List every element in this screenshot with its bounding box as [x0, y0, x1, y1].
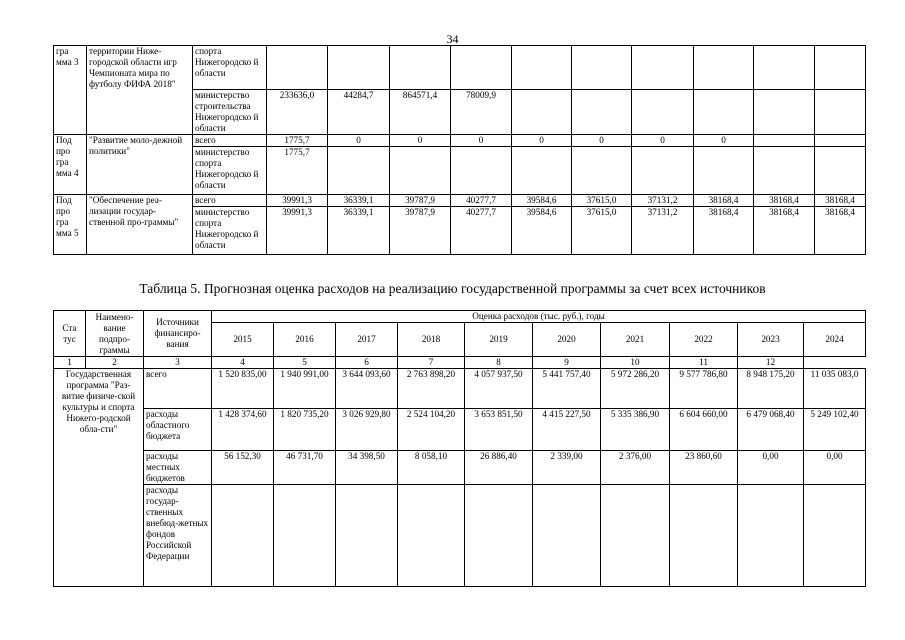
table-row	[54, 409, 866, 451]
column-number: 11	[670, 357, 738, 369]
value-cell: 9 577 786,80	[670, 369, 738, 409]
value-cell: 2 763 898,20	[398, 369, 465, 409]
table-row	[54, 195, 866, 207]
source-cell: расходы местных бюджетов	[144, 451, 212, 485]
table-row	[54, 485, 866, 587]
value-cell: 2 339,00	[533, 451, 601, 485]
value-cell: 2 376,00	[601, 451, 670, 485]
value-cell: 36339,1	[328, 207, 390, 255]
value-cell: 38168,4	[754, 195, 815, 207]
value-cell: 23 860,60	[670, 451, 738, 485]
column-number: 5	[274, 357, 336, 369]
value-cell: 5 335 386,90	[601, 409, 670, 451]
value-cell: 2 524 104,20	[398, 409, 465, 451]
value-cell	[632, 147, 694, 195]
value-cell	[804, 485, 866, 587]
header-source: Источники финансиро-вания	[144, 311, 212, 357]
value-cell	[694, 46, 754, 90]
value-cell	[512, 147, 572, 195]
source-cell: расходы областного бюджета	[144, 409, 212, 451]
value-cell: 39991,3	[267, 207, 328, 255]
value-cell: 3 026 929,80	[336, 409, 398, 451]
name-cell: территории Ниже-городской области игр Чемпионата мира по футболу ФИФА 2018"	[87, 46, 193, 135]
value-cell	[398, 485, 465, 587]
column-number: 9	[533, 357, 601, 369]
value-cell: 78009,9	[451, 90, 512, 135]
value-cell: 0	[694, 135, 754, 147]
value-cell: 37131,2	[632, 195, 694, 207]
value-cell: 37615,0	[572, 207, 632, 255]
table-row	[54, 46, 866, 90]
value-cell: 0	[512, 135, 572, 147]
value-cell	[754, 90, 815, 135]
value-cell	[512, 46, 572, 90]
value-cell: 5 972 286,20	[601, 369, 670, 409]
status-cell: Под про гра мма 4	[54, 135, 87, 195]
value-cell: 39584,6	[512, 195, 572, 207]
value-cell: 1 520 835,00	[212, 369, 274, 409]
source-cell: спорта Нижегородско й области	[193, 46, 267, 90]
column-number: 7	[398, 357, 465, 369]
header-status: Ста тус	[54, 311, 86, 357]
value-cell: 40277,7	[451, 207, 512, 255]
value-cell: 0	[328, 135, 390, 147]
value-cell: 6 604 660,00	[670, 409, 738, 451]
value-cell	[572, 46, 632, 90]
header-row	[54, 311, 866, 323]
value-cell	[328, 46, 390, 90]
value-cell	[694, 90, 754, 135]
value-cell	[390, 147, 451, 195]
year-header: 2015	[212, 323, 274, 357]
table-row	[54, 451, 866, 485]
value-cell	[451, 46, 512, 90]
program-name-cell: Государственная программа "Раз-витие физиче-ской культуры и спорта Нижего-родской обла-сти"	[54, 369, 144, 587]
value-cell: 37131,2	[632, 207, 694, 255]
year-header: 2020	[533, 323, 601, 357]
table-5	[53, 310, 866, 587]
value-cell: 56 152,30	[212, 451, 274, 485]
value-cell	[267, 46, 328, 90]
value-cell	[754, 147, 815, 195]
column-number: 2	[86, 357, 144, 369]
column-number: 8	[465, 357, 533, 369]
value-cell: 864571,4	[390, 90, 451, 135]
value-cell: 38168,4	[815, 207, 866, 255]
column-number: 3	[144, 357, 212, 369]
source-cell: министерство спорта Нижегородско й области	[193, 207, 267, 255]
year-header: 2021	[601, 323, 670, 357]
value-cell	[694, 147, 754, 195]
value-cell: 4 057 937,50	[465, 369, 533, 409]
table-row	[54, 135, 866, 147]
value-cell: 46 731,70	[274, 451, 336, 485]
value-cell: 39787,9	[390, 207, 451, 255]
value-cell: 38168,4	[694, 207, 754, 255]
value-cell: 0	[451, 135, 512, 147]
status-cell: Под про гра мма 5	[54, 195, 87, 255]
source-cell: всего	[144, 369, 212, 409]
value-cell	[328, 147, 390, 195]
value-cell	[572, 147, 632, 195]
value-cell: 0	[632, 135, 694, 147]
value-cell	[754, 135, 815, 147]
value-cell	[632, 90, 694, 135]
value-cell: 37615,0	[572, 195, 632, 207]
value-cell: 8 948 175,20	[738, 369, 804, 409]
value-cell: 34 398,50	[336, 451, 398, 485]
column-number: 4	[212, 357, 274, 369]
value-cell: 233636,0	[267, 90, 328, 135]
value-cell: 39584,6	[512, 207, 572, 255]
value-cell: 39991,3	[267, 195, 328, 207]
value-cell	[336, 485, 398, 587]
source-cell: министерство строительства Нижегородско й области	[193, 90, 267, 135]
value-cell	[815, 135, 866, 147]
column-number: 6	[336, 357, 398, 369]
year-header: 2019	[465, 323, 533, 357]
source-cell: расходы государ-ственных внебюд-жетных фондов Российской Федерации	[144, 485, 212, 587]
value-cell	[274, 485, 336, 587]
value-cell	[212, 485, 274, 587]
year-header: 2017	[336, 323, 398, 357]
source-cell: всего	[193, 195, 267, 207]
value-cell: 40277,7	[451, 195, 512, 207]
value-cell: 5 249 102,40	[804, 409, 866, 451]
column-number: 1	[54, 357, 86, 369]
value-cell	[815, 147, 866, 195]
value-cell: 1775,7	[267, 147, 328, 195]
page-number: 34	[446, 32, 459, 46]
year-header: 2022	[670, 323, 738, 357]
value-cell	[572, 90, 632, 135]
value-cell	[815, 90, 866, 135]
value-cell: 39787,9	[390, 195, 451, 207]
value-cell: 1 940 991,00	[274, 369, 336, 409]
value-cell: 0	[572, 135, 632, 147]
value-cell	[390, 46, 451, 90]
value-cell: 0,00	[804, 451, 866, 485]
year-header: 2016	[274, 323, 336, 357]
value-cell: 0	[390, 135, 451, 147]
value-cell	[512, 90, 572, 135]
value-cell: 26 886,40	[465, 451, 533, 485]
value-cell	[738, 485, 804, 587]
source-cell: министерство спорта Нижегородско й области	[193, 147, 267, 195]
value-cell: 8 058,10	[398, 451, 465, 485]
year-header: 2024	[804, 323, 866, 357]
source-cell: всего	[193, 135, 267, 147]
table-row	[54, 369, 866, 409]
value-cell	[465, 485, 533, 587]
value-cell: 36339,1	[328, 195, 390, 207]
value-cell	[533, 485, 601, 587]
value-cell: 3 644 093,60	[336, 369, 398, 409]
value-cell	[670, 485, 738, 587]
table-caption: Таблица 5. Прогнозная оценка расходов на реализацию государственной программы за счет всех источников	[139, 281, 766, 296]
column-numbers-row	[54, 357, 866, 369]
header-estimate: Оценка расходов (тыс. руб.), годы	[212, 311, 866, 323]
value-cell: 44284,7	[328, 90, 390, 135]
value-cell: 38168,4	[694, 195, 754, 207]
value-cell	[815, 46, 866, 90]
header-name: Наимено-вание подпро-граммы	[86, 311, 144, 357]
value-cell: 38168,4	[815, 195, 866, 207]
value-cell: 1 428 374,60	[212, 409, 274, 451]
value-cell: 4 415 227,50	[533, 409, 601, 451]
value-cell	[632, 46, 694, 90]
year-header: 2023	[738, 323, 804, 357]
value-cell	[601, 485, 670, 587]
name-cell: "Развитие моло-дежной политики"	[87, 135, 193, 195]
year-header: 2018	[398, 323, 465, 357]
value-cell: 0,00	[738, 451, 804, 485]
value-cell: 11 035 083,0	[804, 369, 866, 409]
column-number: 12	[738, 357, 804, 369]
value-cell: 38168,4	[754, 207, 815, 255]
continuation-table	[53, 45, 866, 255]
value-cell: 1 820 735,20	[274, 409, 336, 451]
value-cell: 3 653 851,50	[465, 409, 533, 451]
value-cell: 6 479 068,40	[738, 409, 804, 451]
value-cell	[754, 46, 815, 90]
column-number: 10	[601, 357, 670, 369]
value-cell: 5 441 757,40	[533, 369, 601, 409]
name-cell: "Обеспечение реа-лизации государ-ственной про-граммы"	[87, 195, 193, 255]
value-cell: 1775,7	[267, 135, 328, 147]
value-cell	[451, 147, 512, 195]
status-cell: гра мма 3	[54, 46, 87, 135]
